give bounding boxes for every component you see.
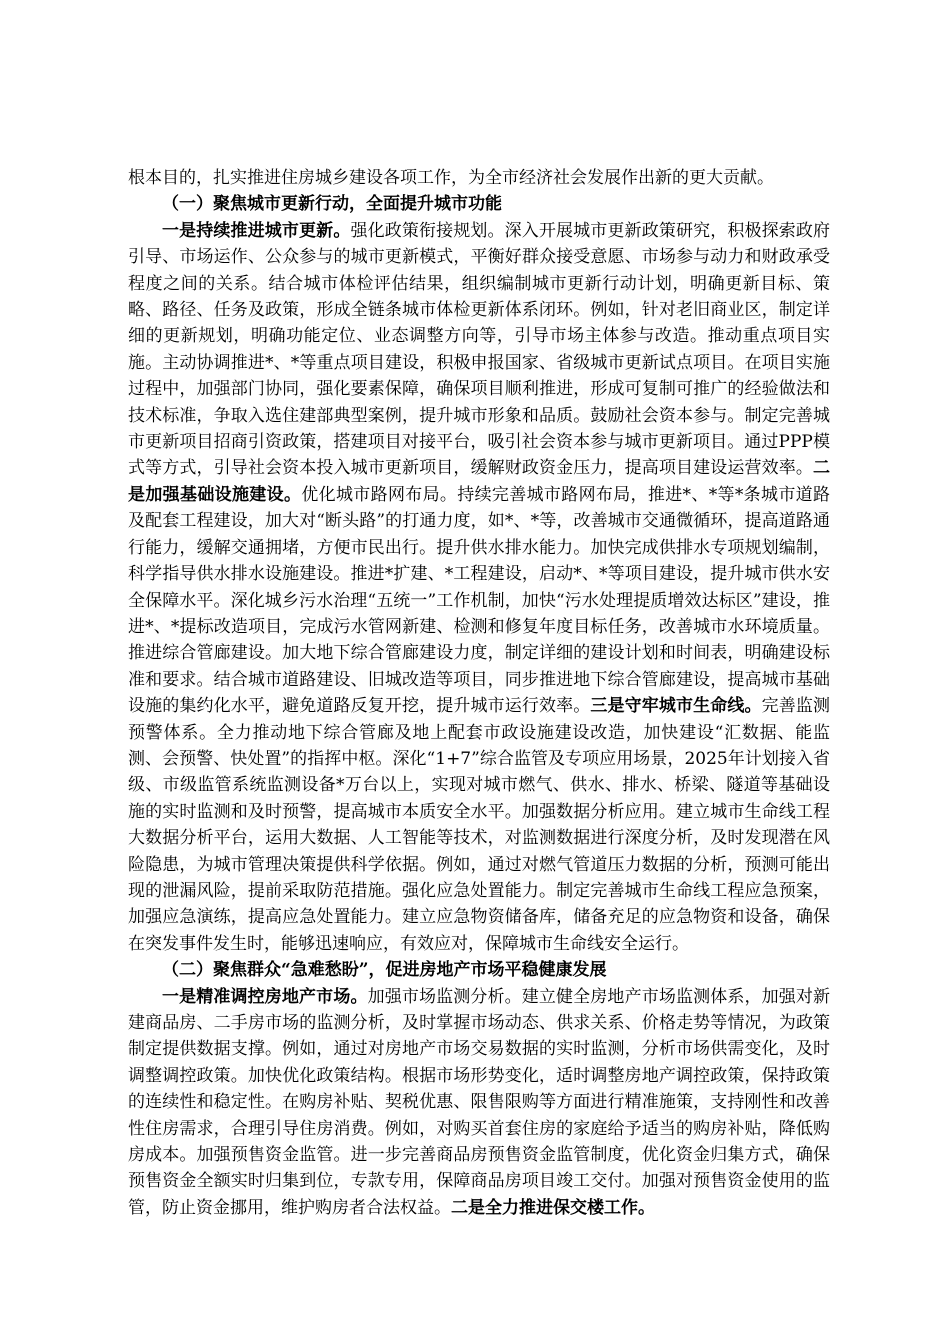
document-page: [128, 165, 830, 1221]
section1-paragraph: [128, 218, 830, 957]
section-heading-1: （一）聚焦城市更新行动，全面提升城市功能: [162, 194, 502, 215]
section1-text-3: 完善监测预警体系。全力推动地下综合管廊及地上配套市政设施建设改造，加快建设“汇数据、能监测、会预警、快处置”的指挥中枢。深化“1+7”综合监管及专项应用场景，2025年计划接入省级、市级监管系统监测设备*万台以上，实现对城市燃气、供水、排水、桥梁、隧道等基础设施的实时监测和及时预警，提高城市本质安全水平。加强数据分析应用。建立城市生命线工程大数据分析平台，运用大数据、人工智能等技术，对监测数据进行深度分析，及时发现潜在风险隐患，为城市管理决策提供科学依据。例如，通过对燃气管道压力数据的分析，预测可能出现的泄漏风险，提前采取防范措施。强化应急处置能力。制定完善城市生命线工程应急预案，加强应急演练，提高应急处置能力。建立应急物资储备库，储备充足的应急物资和设备，确保在突发事件发生时，能够迅速响应，有效应对，保障城市生命线安全运行。: [128, 696, 830, 954]
section2-lead-1: 一是精准调控房地产市场。: [162, 986, 368, 1007]
section2-paragraph: [128, 984, 830, 1222]
section2-lead-2: 二是全力推进保交楼工作。: [451, 1197, 655, 1218]
section-heading-2: （二）聚焦群众“急难愁盼”，促进房地产市场平稳健康发展: [162, 960, 607, 981]
section2-text-1: 加强市场监测分析。建立健全房地产市场监测体系，加强对新建商品房、二手房市场的监测分析，及时掌握市场动态、供求关系、价格走势等情况，为政策制定提供数据支撑。例如，通过对房地产市场交易数据的实时监测，分析市场供需变化，及时调整调控政策。加快优化政策结构。根据市场形势变化，适时调整房地产调控政策，保持政策的连续性和稳定性。在购房补贴、契税优惠、限售限购等方面进行精准施策，支持刚性和改善性住房需求，合理引导住房消费。例如，对购买首套住房的家庭给予适当的购房补贴，降低购房成本。加强预售资金监管。进一步完善商品房预售资金监管制度，优化资金归集方式，确保预售资金全额实时归集到位，专款专用，保障商品房项目竣工交付。加强对预售资金使用的监管，防止资金挪用，维护购房者合法权益。: [128, 986, 831, 1218]
intro-paragraph: 根本目的，扎实推进住房城乡建设各项工作，为全市经济社会发展作出新的更大贡献。: [128, 168, 774, 188]
section1-lead-3: 三是守牢城市生命线。: [590, 696, 762, 717]
section1-lead-1: 一是持续推进城市更新。: [162, 220, 351, 241]
section1-text-1: 强化政策衔接规划。深入开展城市更新政策研究，积极探索政府引导、市场运作、公众参与的城市更新模式，平衡好群众接受意愿、市场参与动力和财政承受程度之间的关系。结合城市体检评估结果，组织编制城市更新行动计划，明确更新目标、策略、路径、任务及政策，形成全链条城市体检更新体系闭环。例如，针对老旧商业区，制定详细的更新规划，明确功能定位、业态调整方向等，引导市场主体参与改造。推动重点项目实施。主动协调推进*、*等重点项目建设，积极申报国家、省级城市更新试点项目。在项目实施过程中，加强部门协同，强化要素保障，确保项目顺利推进，形成可复制可推广的经验做法和技术标准，争取入选住建部典型案例，提升城市形象和品质。鼓励社会资本参与。制定完善城市更新项目招商引资政策，搭建项目对接平台，吸引社会资本参与城市更新项目。通过PPP模式等方式，引导社会资本投入城市更新项目，缓解财政资金压力，提高项目建设运营效率。: [128, 220, 831, 479]
section1-lead-2: 二是加强基础设施建设。: [128, 458, 830, 505]
section1-text-2: 优化城市路网布局。持续完善城市路网布局，推进*、*等*条城市道路及配套工程建设，加大对“断头路”的打通力度，如*、*等，改善城市交通微循环，提高道路通行能力，缓解交通拥堵，方便市民出行。提升供水排水能力。加快完成供排水专项规划编制，科学指导供水排水设施建设。推进*扩建、*工程建设，启动*、*等项目建设，提升城市供水安全保障水平。深化城乡污水治理“五统一”工作机制，加快“污水处理提质增效达标区”建设，推进*、*提标改造项目，完成污水管网新建、检测和修复年度目标任务，改善城市水环境质量。推进综合管廊建设。加大地下综合管廊建设力度，制定详细的建设计划和时间表，明确建设标准和要求。结合城市道路建设、旧城改造等项目，同步推进地下综合管廊建设，提高城市基础设施的集约化水平，避免道路反复开挖，提升城市运行效率。: [128, 484, 831, 717]
